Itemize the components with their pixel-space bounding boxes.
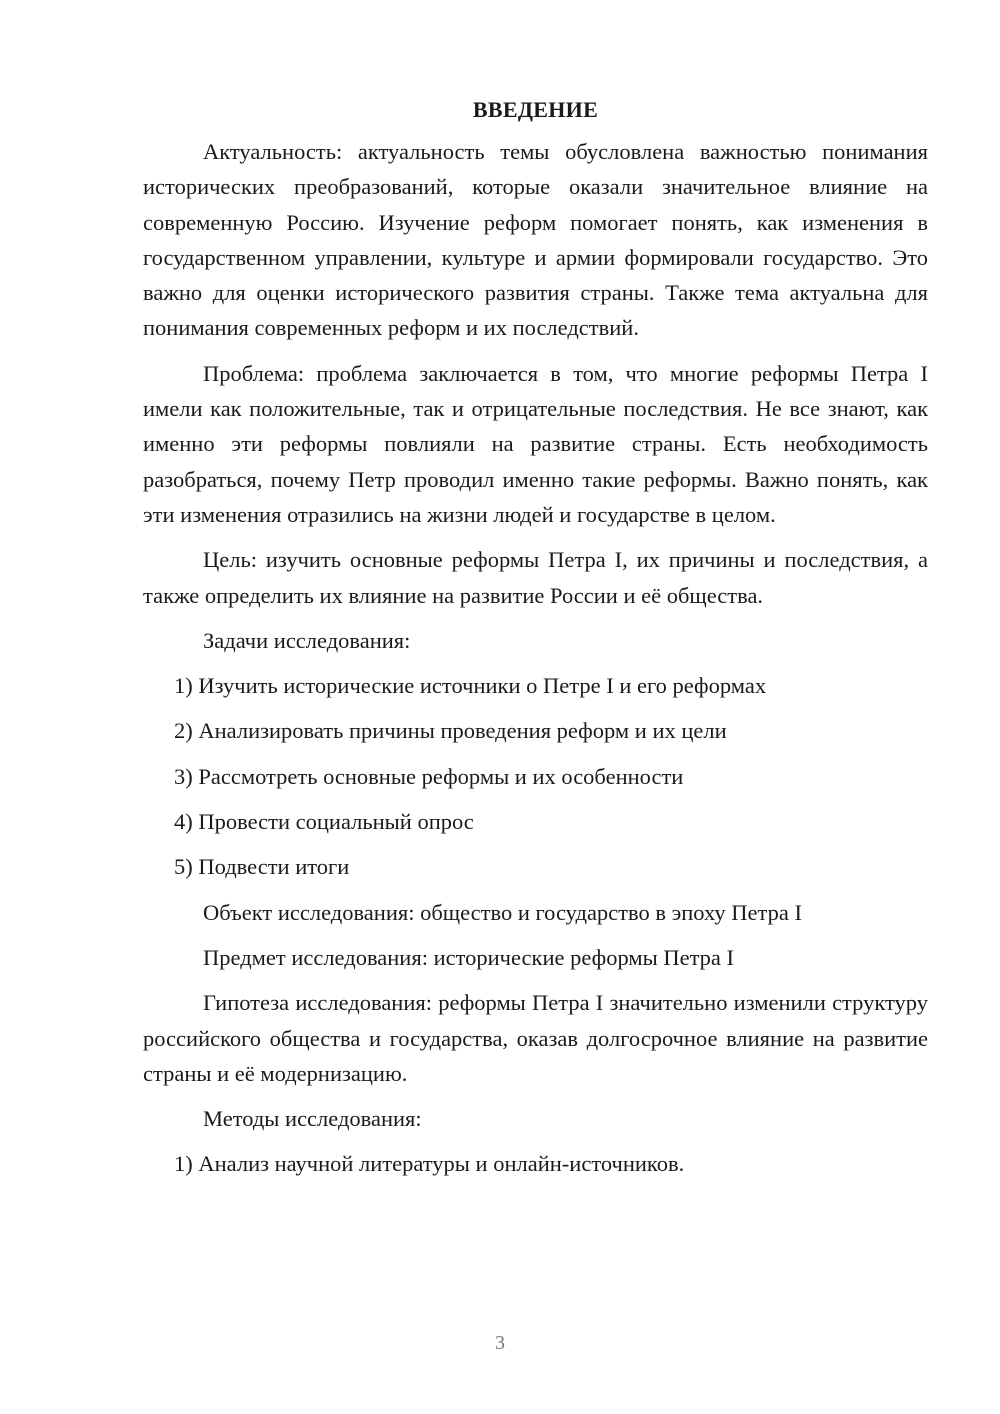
task-item: 4) Провести социальный опрос <box>174 809 474 835</box>
hypothesis-paragraph: Гипотеза исследования: реформы Петра I значительно изменили структуру российского общества и государства, оказав долгосрочное влияние на развитие страны и её модернизацию. <box>143 990 928 1086</box>
tasks-heading: Задачи исследования: <box>203 627 411 653</box>
method-item: 1) Анализ научной литературы и онлайн-источников. <box>174 1151 685 1177</box>
page-number: 3 <box>495 1332 505 1354</box>
task-item: 3) Рассмотреть основные реформы и их особенности <box>174 763 684 789</box>
section-title: ВВЕДЕНИЕ <box>472 97 599 122</box>
document-page <box>143 94 928 1324</box>
task-item: 5) Подвести итоги <box>174 854 350 880</box>
goal-paragraph: Цель: изучить основные реформы Петра I, их причины и последствия, а также определить их влияние на развитие России и её общества. <box>143 547 928 608</box>
problem-paragraph: Проблема: проблема заключается в том, что многие реформы Петра I имели как положительные, так и отрицательные последствия. Не все знают, как именно эти реформы повлияли на развитие страны. Есть необходимость разобраться, почему Петр проводил именно такие реформы. Важно понять, как эти изменения отразились на жизни людей и государстве в целом. <box>143 360 928 527</box>
task-item: 2) Анализировать причины проведения реформ и их цели <box>174 718 727 744</box>
methods-heading: Методы исследования: <box>203 1106 422 1132</box>
research-subject: Предмет исследования: исторические реформы Петра I <box>203 944 735 970</box>
research-object: Объект исследования: общество и государство в эпоху Петра I <box>203 899 802 925</box>
relevance-paragraph: Актуальность: актуальность темы обусловлена важностью понимания исторических преобразований, которые оказали значительное влияние на современную Россию. Изучение реформ помогает понять, как изменения в государственном управлении, культуре и армии формировали государство. Это важно для оценки исторического развития страны. Также тема актуальна для понимания современных реформ и их последствий. <box>143 139 928 341</box>
task-item: 1) Изучить исторические источники о Петре I и его реформах <box>174 673 767 699</box>
